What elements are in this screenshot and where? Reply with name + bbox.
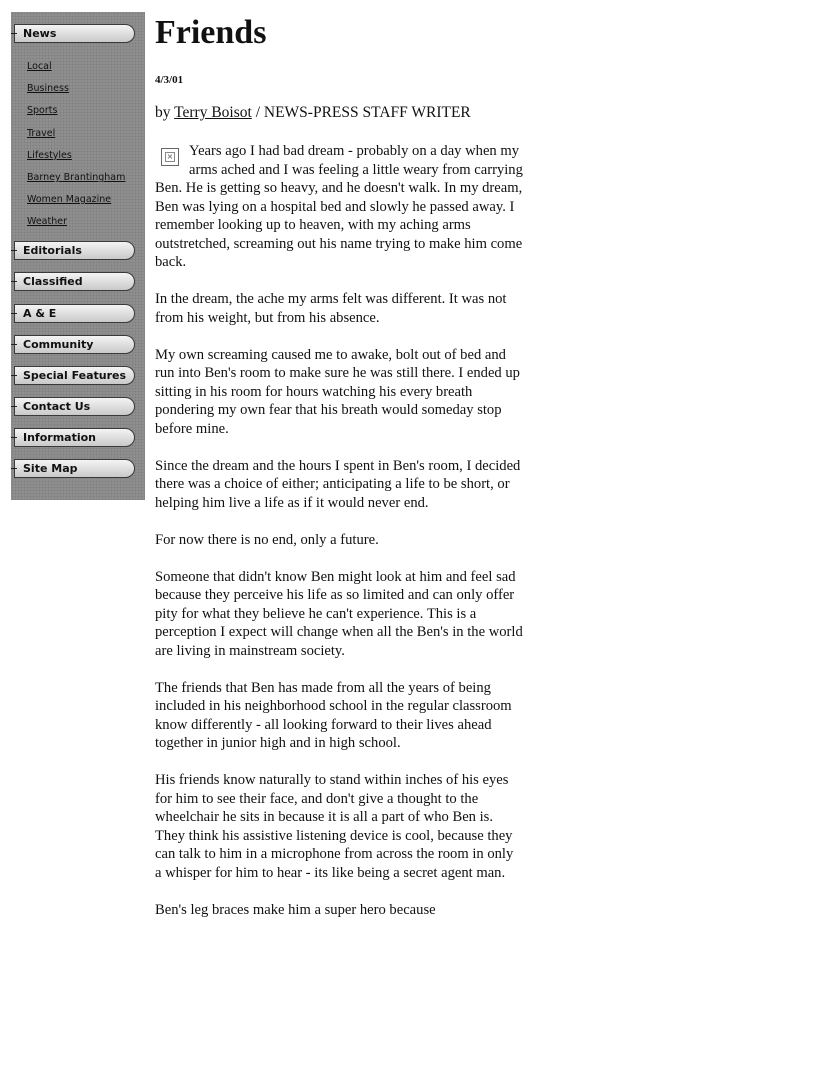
subnav-link-travel[interactable]: Travel bbox=[27, 127, 56, 139]
subnav-link-lifestyles[interactable]: Lifestyles bbox=[27, 149, 72, 161]
article-paragraph: Since the dream and the hours I spent in Ben's room, I decided there was a choice of either; anticipating a life to be short, or helping him live a life as if it would never end. bbox=[155, 457, 521, 511]
nav-editorials-label: Editorials bbox=[23, 244, 82, 257]
article-main bbox=[155, 14, 525, 918]
article-title: Friends bbox=[155, 14, 267, 51]
nav-classified-label: Classified bbox=[23, 275, 83, 288]
subnav-link-women-magazine[interactable]: Women Magazine bbox=[27, 194, 112, 206]
nav-site-map-label: Site Map bbox=[23, 462, 78, 475]
author-link[interactable]: Terry Boisot bbox=[174, 104, 252, 121]
article-body bbox=[155, 142, 523, 938]
nav-classified-button[interactable] bbox=[14, 272, 135, 291]
article-paragraph: Someone that didn't know Ben might look at him and feel sad because they perceive his life as so limited and can only offer pity for what they believe he can't experience. This is a perception I expect will change when all the Ben's in the world are living in mainstream society. bbox=[155, 568, 523, 659]
subnav-link-business[interactable]: Business bbox=[27, 83, 69, 95]
nav-contact-us-button[interactable] bbox=[14, 397, 135, 416]
article-paragraph: × Years ago I had bad dream - probably on a day when my arms ached and I was feeling a little weary from carrying Ben. He is getting so heavy, and he doesn't walk. In my dream, Ben was lying on a hospital bed and slowly he passed away. I remember looking up to heaven, with my aching arms outstretched, screaming out his name trying to make him come back. bbox=[155, 143, 523, 270]
nav-contact-us-label: Contact Us bbox=[23, 400, 91, 413]
subnav-link-barney-brantingham[interactable]: Barney Brantingham bbox=[27, 171, 126, 183]
news-subnav bbox=[27, 56, 143, 234]
subnav-link-local[interactable]: Local bbox=[27, 61, 52, 72]
subnav-link-weather[interactable]: Weather bbox=[27, 216, 67, 228]
nav-information-label: Information bbox=[23, 431, 96, 444]
article-paragraph: For now there is no end, only a future. bbox=[155, 531, 379, 548]
article-date: 4/3/01 bbox=[155, 74, 184, 86]
nav-special-features-label: Special Features bbox=[23, 369, 127, 382]
article-paragraph: My own screaming caused me to awake, bolt out of bed and run into Ben's room to make sure he was still there. I ended up sitting in his room for hours watching his every breath pondering my own fear that his breath would someday stop before mine. bbox=[155, 346, 520, 437]
nav-community-button[interactable] bbox=[14, 335, 135, 354]
article-paragraph: The friends that Ben has made from all the years of being included in his neighborhood school in the regular classroom know differently - all looking forward to their lives ahead together in junior high and in high school. bbox=[155, 679, 512, 751]
article-paragraph: In the dream, the ache my arms felt was different. It was not from his weight, but from his absence. bbox=[155, 291, 507, 326]
nav-a-and-e-button[interactable] bbox=[14, 304, 135, 323]
sidebar-nav bbox=[11, 12, 145, 500]
nav-special-features-button[interactable] bbox=[14, 366, 135, 385]
nav-news-label: News bbox=[23, 27, 57, 40]
article-paragraph: Ben's leg braces make him a super hero because bbox=[155, 901, 436, 918]
nav-community-label: Community bbox=[23, 338, 94, 351]
byline-prefix: by bbox=[155, 104, 175, 121]
nav-information-button[interactable] bbox=[14, 428, 135, 447]
broken-image-icon: × bbox=[161, 148, 179, 166]
subnav-link-sports[interactable]: Sports bbox=[27, 105, 58, 117]
byline bbox=[155, 104, 471, 122]
nav-news-button[interactable] bbox=[14, 24, 135, 43]
nav-editorials-button[interactable] bbox=[14, 241, 135, 260]
byline-suffix: / NEWS-PRESS STAFF WRITER bbox=[251, 104, 471, 121]
nav-a-and-e-label: A & E bbox=[23, 307, 57, 320]
nav-site-map-button[interactable] bbox=[14, 459, 135, 478]
article-paragraph: His friends know naturally to stand within inches of his eyes for him to see their face, and don't give a thought to the wheelchair he sits in because it is all a part of who Ben is. They think his assistive listening device is cool, because they can talk to him in a microphone from across the room in only a whisper for him to hear - its like being a secret agent man. bbox=[155, 772, 514, 881]
